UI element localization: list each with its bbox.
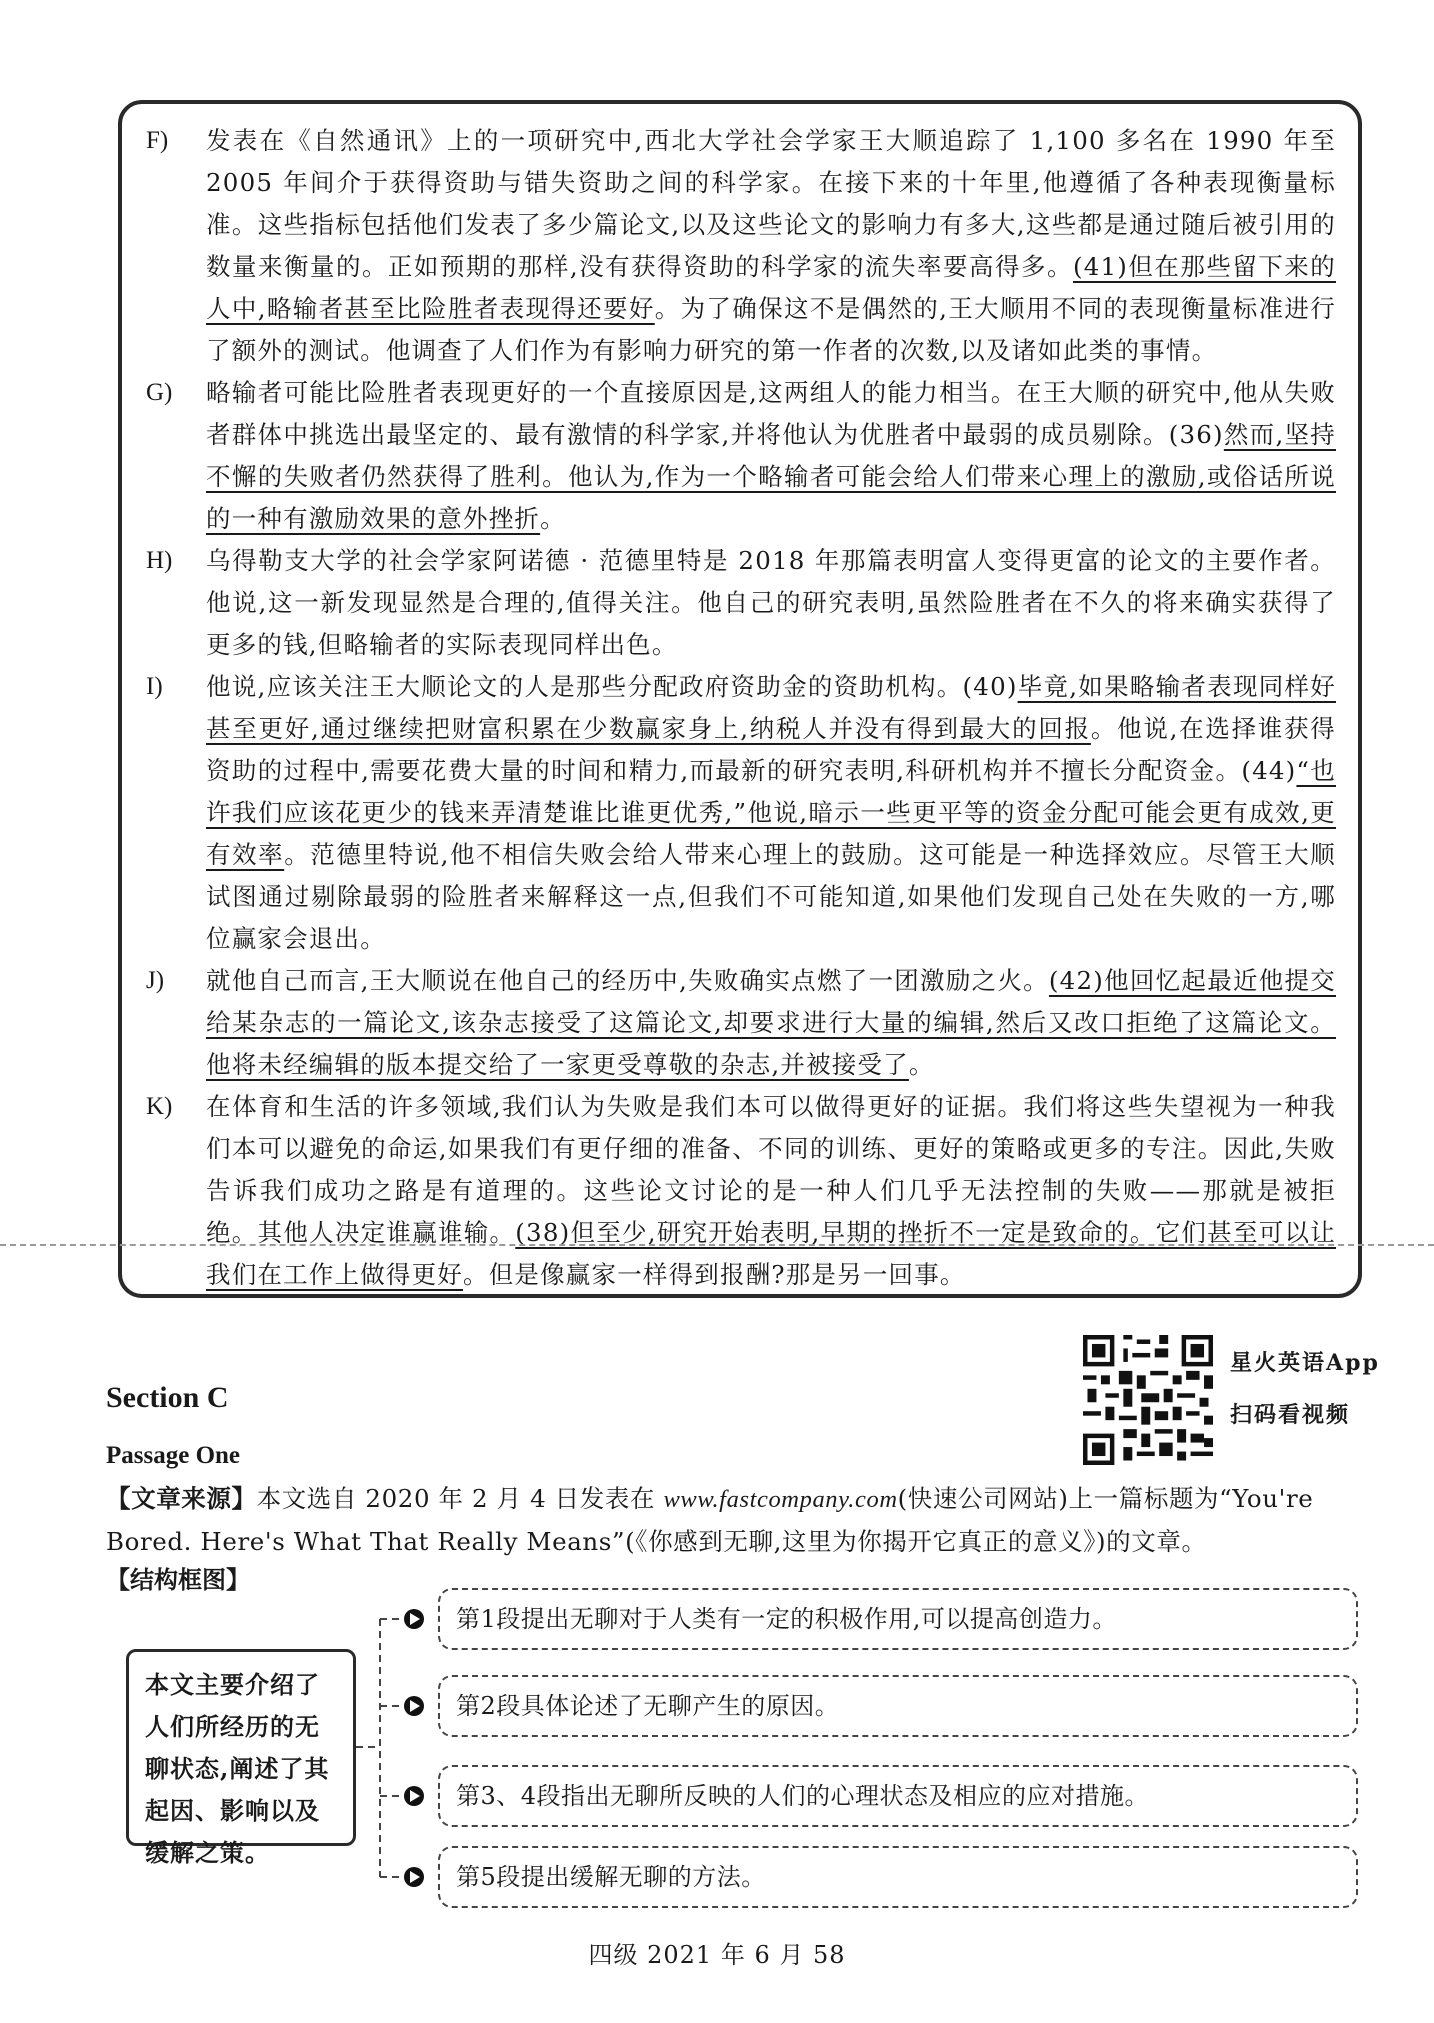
text-segment: 。 (908, 1050, 935, 1079)
paragraph-letter: J) (146, 967, 165, 994)
text-segment: 在体育和生活的许多领域,我们认为失败是我们本可以做得更好的证据。我们将这些失望视为一种我们本可以避免的命运,如果我们有更仔细的准备、不同的训练、更好的策略或更多的专注。因此,失败告诉我们成功之路是有道理的。这些论文讨论的是一种人们几乎无法控制的失败——那就是被拒绝。其他人决定谁赢谁输。 (206, 1092, 1336, 1247)
structure-item-4: 第5段提出缓解无聊的方法。 (456, 1863, 766, 1891)
summary-box: 本文主要介绍了人们所经历的无聊状态,阐述了其起因、影响以及缓解之策。 (126, 1649, 356, 1846)
structure-item-3: 第3、4段指出无聊所反映的人们的心理状态及相应的应对措施。 (456, 1782, 1150, 1810)
text-segment: 他说,应该关注王大顺论文的人是那些分配政府资助金的资助机构。(40) (206, 672, 1018, 701)
paragraph-letter: H) (146, 547, 173, 574)
text-segment: 。但是像赢家一样得到报酬?那是另一回事。 (463, 1260, 966, 1289)
structure-heading: 【结构框图】 (106, 1565, 250, 1594)
text-segment: 发表在《自然通讯》上的一项研究中,西北大学社会学家王大顺追踪了 1,100 多名在 1990 年至2005 年间介于获得资助与错失资助之间的科学家。在接下来的十年里,他遵循了各种表现衡量标准。这些指标包括他们发表了多少篇论文,以及这些论文的影响力有多大,这些都是通过随后被引用的数量来衡量的。正如预期的那样,没有获得资助的科学家的流失率要高得多。 (206, 126, 1336, 281)
text-segment: 略输者可能比险胜者表现更好的一个直接原因是,这两组人的能力相当。在王大顺的研究中,他从失败者群体中挑选出最坚定的、最有激情的科学家,并将他认为优胜者中最弱的成员剔除。(36) (206, 378, 1336, 449)
source-text: 本文选自 2020 年 2 月 4 日发表在 (256, 1484, 664, 1513)
passage-heading: Passage One (106, 1442, 241, 1469)
text-segment: 。范德里特说,他不相信失败会给人带来心理上的鼓励。这可能是一种选择效应。尽管王大顺试图通过剔除最弱的险胜者来解释这一点,但我们不可能知道,如果他们发现自己处在失败的一方,哪位赢家会退出。 (206, 840, 1336, 953)
text-segment: 。 (540, 504, 566, 533)
text-segment: 乌得勒支大学的社会学家阿诺德 · 范德里特是 2018 年那篇表明富人变得更富的论文的主要作者。他说,这一新发现显然是合理的,值得关注。他自己的研究表明,虽然险胜者在不久的将来确实获得了更多的钱,但略输者的实际表现同样出色。 (206, 546, 1336, 659)
structure-item-1: 第1段提出无聊对于人类有一定的积极作用,可以提高创造力。 (456, 1605, 1117, 1633)
qr-caption-app: 星火英语App (1230, 1350, 1380, 1376)
underlined-answer-segment: 毕竟,如果略输者表现同样好甚至更好,通过继续把财富积累在少数赢家身上,纳税人并没有得到最大的回报 (206, 672, 1336, 743)
qr-caption-scan: 扫码看视频 (1230, 1402, 1351, 1428)
page-footer: 四级 2021 年 6 月 58 (588, 1941, 846, 1969)
underlined-answer-segment: “也许我们应该花更少的钱来弄清楚谁比谁更优秀,”他说,暗示一些更平等的资金分配可能会更有成效,更有效率 (206, 756, 1336, 869)
underlined-answer-segment: (41)但在那些留下来的人中,略输者甚至比险胜者表现得还要好 (206, 252, 1336, 323)
text-segment: 就他自己而言,王大顺说在他自己的经历中,失败确实点燃了一团激励之火。 (206, 966, 1049, 995)
section-heading: Section C (106, 1381, 229, 1414)
source-label: 【文章来源】 (106, 1484, 257, 1513)
text-segment: 。他说,在选择谁获得资助的过程中,需要花费大量的时间和精力,而最新的研究表明,科研机构并不擅长分配资金。(44) (206, 714, 1336, 785)
structure-item-2: 第2段具体论述了无聊产生的原因。 (456, 1692, 840, 1720)
paragraph-letter: G) (146, 379, 173, 406)
underlined-answer-segment: 然而,坚持不懈的失败者仍然获得了胜利。他认为,作为一个略输者可能会给人们带来心理上的激励,或俗话所说的一种有激励效果的意外挫折 (206, 420, 1336, 533)
source-text-after: (快速公司网站)上一篇标题为“You're Bored. Here's What That Really Means”(《你感到无聊,这里为你揭开它真正的意义》)的文章。 (106, 1484, 1314, 1556)
paragraph-letter: I) (146, 673, 163, 700)
paragraph-letter: K) (146, 1093, 173, 1120)
source-url[interactable]: www.fastcompany.com (663, 1486, 898, 1513)
underlined-answer-segment: (42)他回忆起最近他提交给某杂志的一篇论文,该杂志接受了这篇论文,却要求进行大量的编辑,然后又改口拒绝了这篇论文。他将未经编辑的版本提交给了一家更受尊敬的杂志,并被接受了 (206, 966, 1336, 1079)
text-segment: 。为了确保这不是偶然的,王大顺用不同的表现衡量标准进行了额外的测试。他调查了人们作为有影响力研究的第一作者的次数,以及诸如此类的事情。 (206, 294, 1336, 365)
paragraph-letter: F) (146, 127, 169, 154)
underlined-answer-segment: (38)但至少,研究开始表明,早期的挫折不一定是致命的。它们甚至可以让我们在工作上做得更好 (206, 1218, 1336, 1289)
